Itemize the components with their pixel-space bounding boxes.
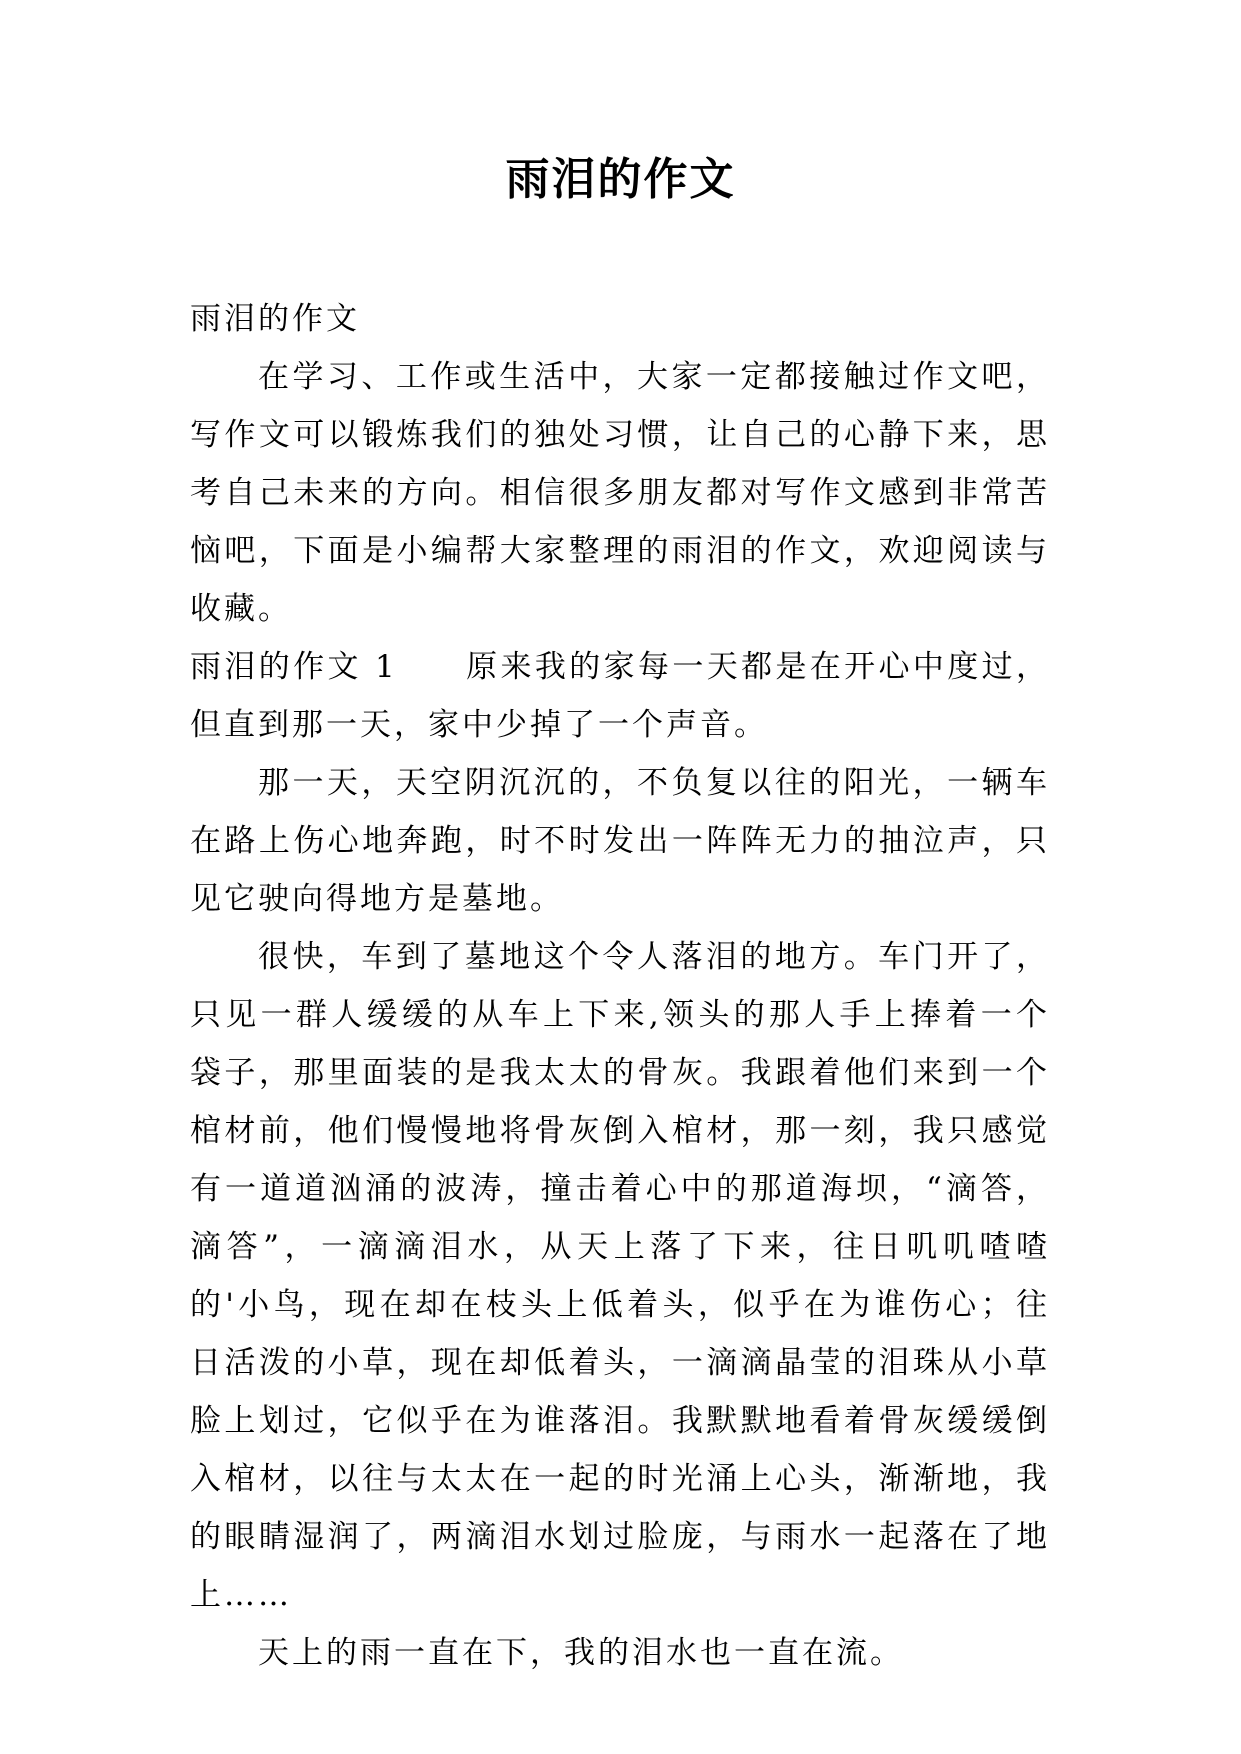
document-title: 雨泪的作文	[505, 154, 736, 205]
heading-line: 雨泪的作文	[190, 301, 360, 337]
document-body	[190, 290, 1050, 1682]
essay-first-text: 原来我的家每一天都是在开心中度过，但直到那一天，家中少掉了一个声音。	[190, 649, 1051, 743]
paragraph-4: 天上的雨一直在下，我的泪水也一直在流。	[258, 1635, 904, 1671]
essay-first-paragraph	[190, 638, 1050, 754]
intro-paragraph: 在学习、工作或生活中，大家一定都接触过作文吧，写作文可以锻炼我们的独处习惯，让自己的心静下来，思考自己未来的方向。相信很多朋友都对写作文感到非常苦恼吧，下面是小编帮大家整理的雨泪的作文，欢迎阅读与收藏。	[190, 359, 1050, 627]
essay-label: 雨泪的作文 1	[190, 649, 398, 685]
paragraph-3: 很快，车到了墓地这个令人落泪的地方。车门开了，只见一群人缓缓的从车上下来,领头的那人手上捧着一个袋子，那里面装的是我太太的骨灰。我跟着他们来到一个棺材前，他们慢慢地将骨灰倒入棺材，那一刻，我只感觉有一道道汹涌的波涛，撞击着心中的那道海坝，“滴答，滴答”，一滴滴泪水，从天上落了下来，往日叽叽喳喳的'小鸟，现在却在枝头上低着头，似乎在为谁伤心；往日活泼的小草，现在却低着头，一滴滴晶莹的泪珠从小草脸上划过，它似乎在为谁落泪。我默默地看着骨灰缓缓倒入棺材，以往与太太在一起的时光涌上心头，渐渐地，我的眼睛湿润了，两滴泪水划过脸庞，与雨水一起落在了地上……	[190, 939, 1050, 1613]
paragraph-2: 那一天，天空阴沉沉的，不负复以往的阳光，一辆车在路上伤心地奔跑，时不时发出一阵阵无力的抽泣声，只见它驶向得地方是墓地。	[190, 765, 1050, 917]
